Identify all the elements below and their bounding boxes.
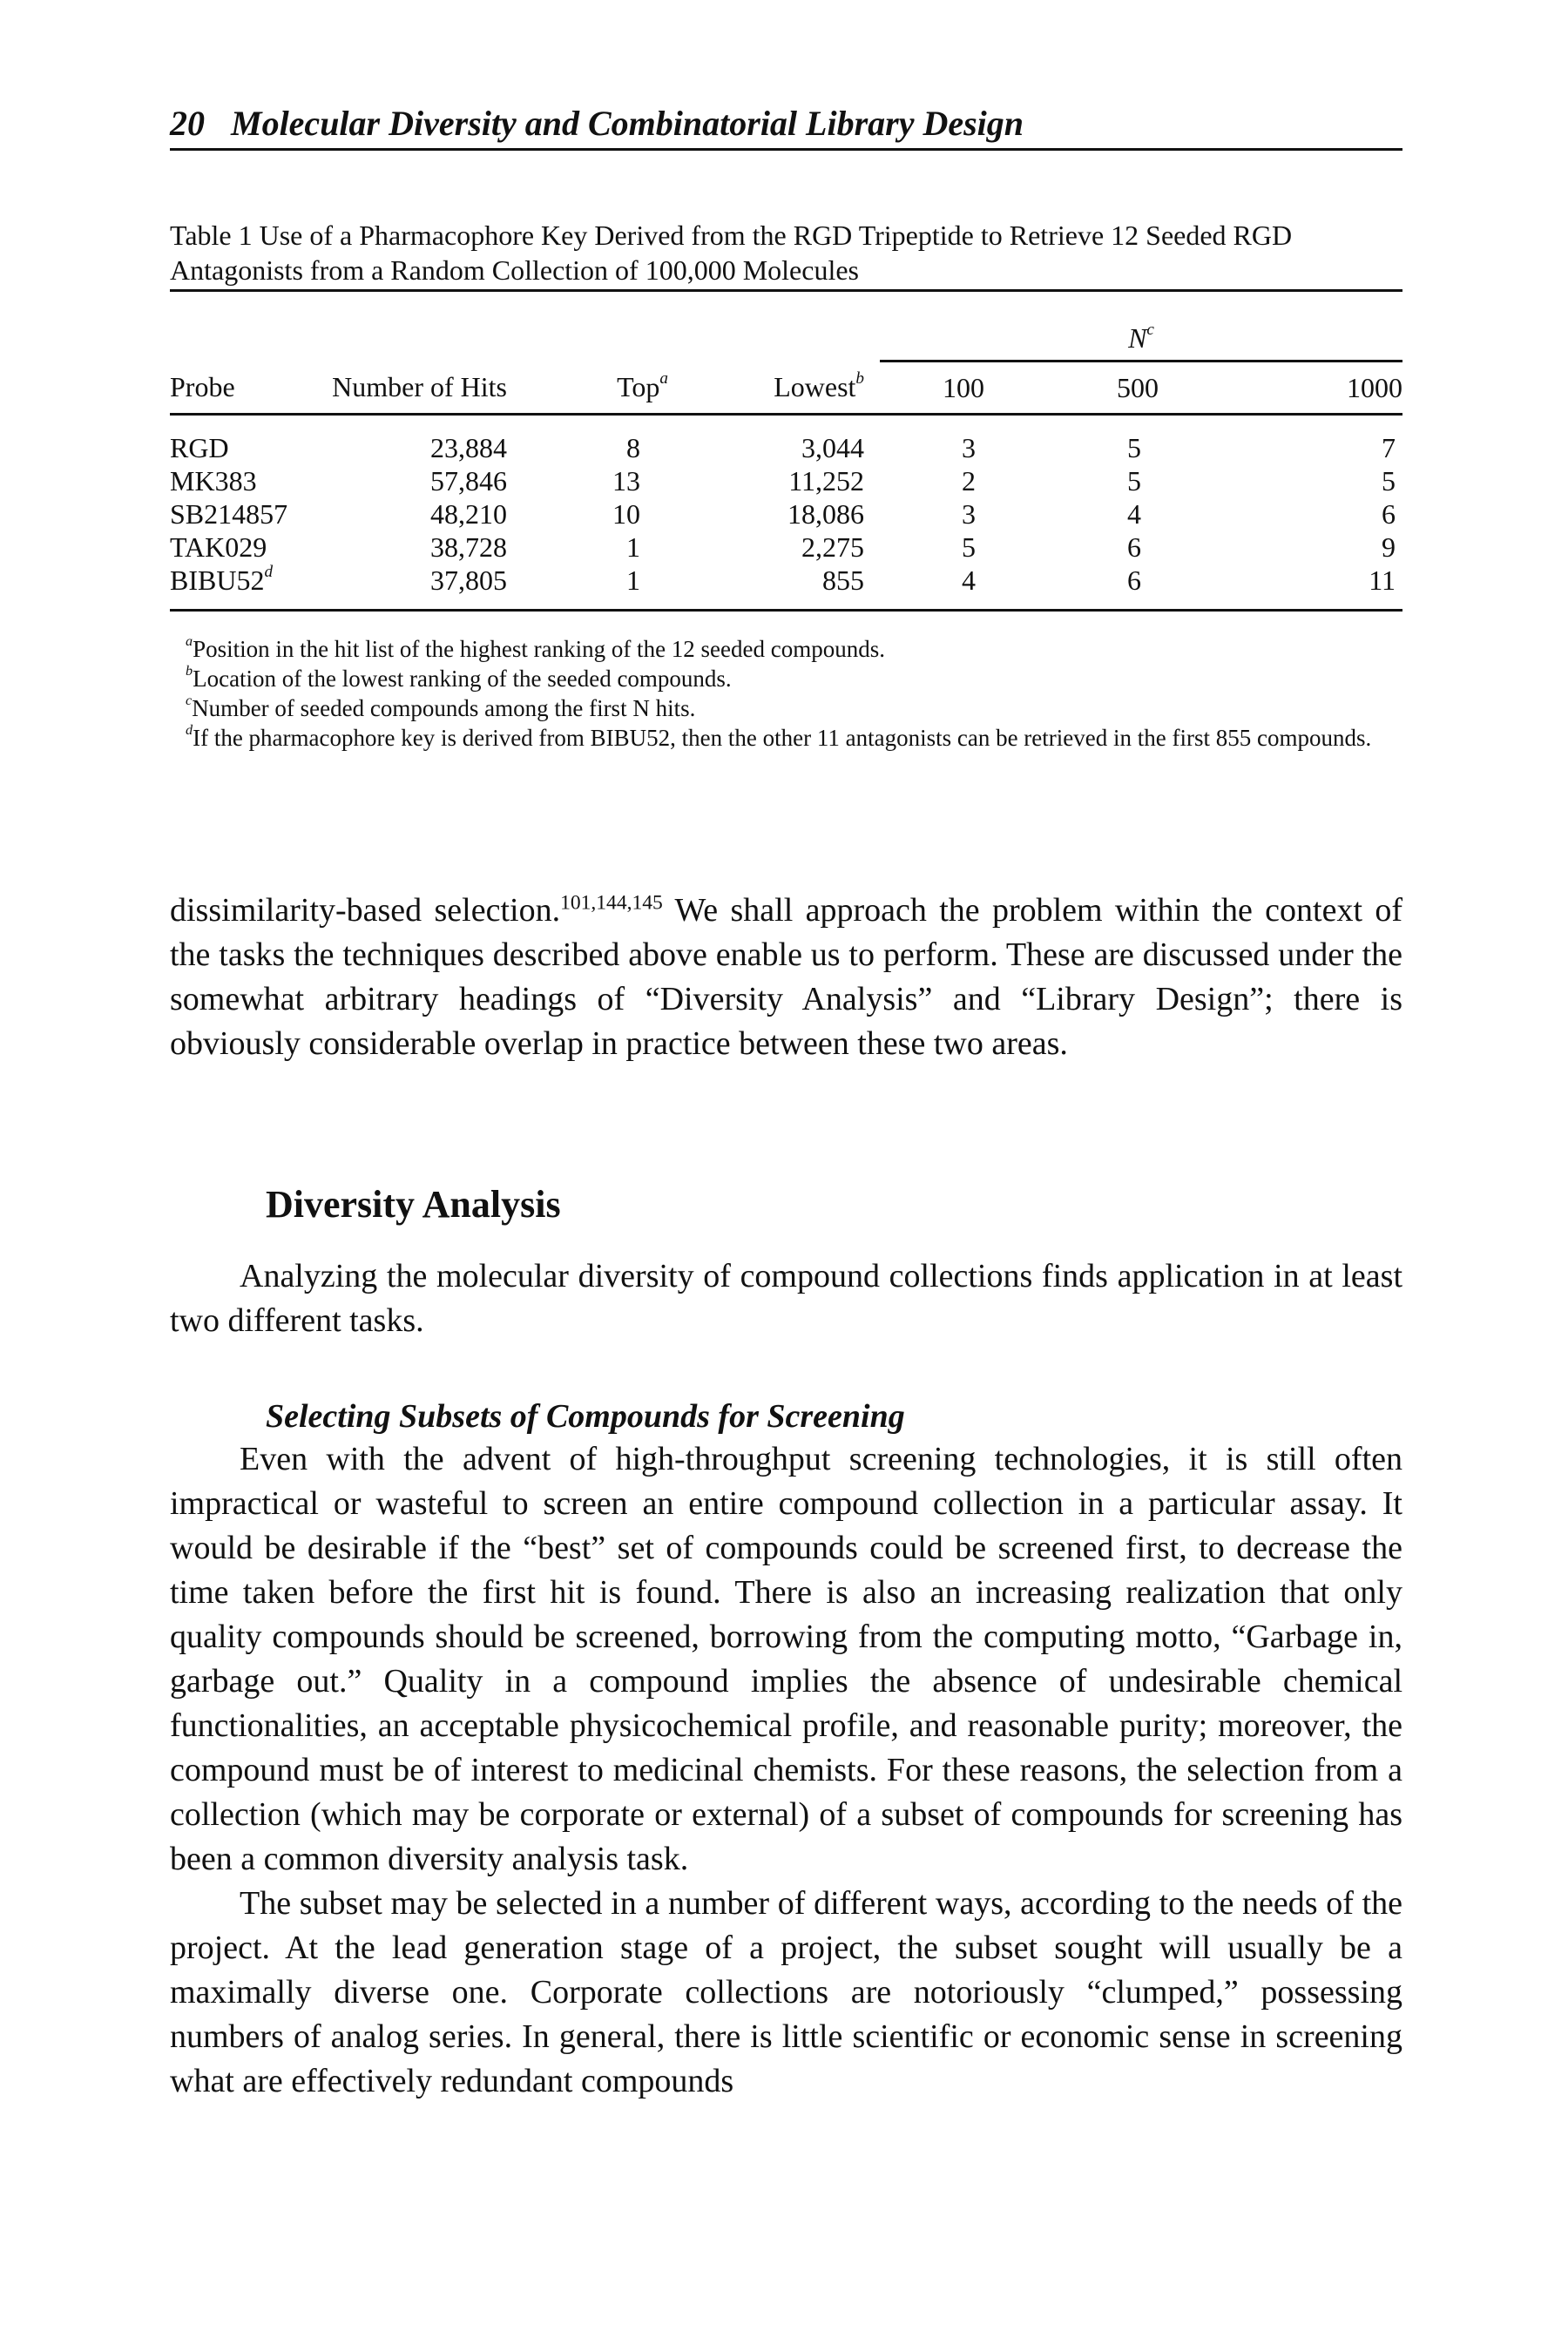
footnote-d: $^d$If the pharmacophore key is derived from BIBU52, then the other 11 antagonists can be retrieved in the first 855 compounds. <box>186 721 1372 751</box>
cell-lowest: 18,086 <box>787 498 864 530</box>
cell-n100: 4 <box>962 564 976 596</box>
paragraph-quality: Even with the advent of high-throughput screening technologies, it is still often impractical or wasteful to screen an entire compound collection in a particular assay. It would be desirable if the “best” set of compounds could be screened first, to decrease the time taken before the first hit is found. There is also an increasing realization that only quality compounds should be screened, borrowing from the computing motto, “Garbage in, garbage out.” Quality in a compound implies the absence of undesirable chemical functionalities, an acceptable physicochemical profile, and reasonable purity; moreover, the compound must be of interest to medicinal chemists. For these reasons, the selection from a collection (which may be corporate or external) of a subset of compounds for screening has been a common diversity analysis task. <box>170 1441 1402 1877</box>
running-title: Molecular Diversity and Combinatorial Library Design <box>231 104 1024 143</box>
cell-n1000: 9 <box>1382 531 1396 563</box>
table-row <box>170 564 1402 597</box>
cell-probe: SB214857 <box>170 498 288 530</box>
cell-n100: 2 <box>962 465 976 497</box>
cell-hits: 23,884 <box>430 432 507 463</box>
col-header-500: 500 <box>1117 372 1159 403</box>
cell-lowest: 855 <box>822 564 864 596</box>
header-rule <box>170 148 1402 151</box>
table-row <box>170 431 1402 464</box>
col-header-100: 100 <box>943 372 984 403</box>
cell-n100: 5 <box>962 531 976 563</box>
cell-n100: 3 <box>962 498 976 530</box>
cell-n500: 5 <box>1127 432 1141 463</box>
cell-probe: TAK029 <box>170 531 267 563</box>
cell-probe: BIBU52$^d$ <box>170 562 274 596</box>
col-header-probe: Probe <box>170 371 235 403</box>
cell-hits: 48,210 <box>430 498 507 530</box>
cell-n100: 3 <box>962 432 976 463</box>
table-row <box>170 497 1402 531</box>
table-bottom-rule <box>170 597 1402 611</box>
col-header-lowest: Lowest$^b$ <box>774 368 864 403</box>
running-head <box>170 103 1402 145</box>
cell-n500: 6 <box>1127 564 1141 596</box>
cell-hits: 37,805 <box>430 564 507 596</box>
paragraph-subset-selection: The subset may be selected in a number of different ways, according to the needs of the project. At the lead generation stage of a project, the subset sought will usually be a maximally diverse one. Corporate collections are notoriously “clumped,” possessing numbers of analog series. In general, there is little scientific or economic sense in screening what are effectively redundant compounds <box>170 1885 1402 2099</box>
table-row <box>170 531 1402 564</box>
cell-top: 1 <box>626 564 640 596</box>
page-number: 20 <box>170 104 205 143</box>
cell-top: 10 <box>612 498 640 530</box>
table-footnotes <box>170 634 1402 753</box>
cell-lowest: 3,044 <box>801 432 864 463</box>
col-header-1000: 1000 <box>1347 372 1402 403</box>
cell-lowest: 2,275 <box>801 531 864 563</box>
subsection-heading: Selecting Subsets of Compounds for Screening <box>266 1398 905 1435</box>
column-header-row <box>170 362 1402 415</box>
citation-reference: 101,144,145 <box>560 891 663 915</box>
section-heading: Diversity Analysis <box>266 1183 561 1226</box>
cell-hits: 57,846 <box>430 465 507 497</box>
cell-top: 1 <box>626 531 640 563</box>
footnote-b: $^b$Location of the lowest ranking of the seeded compounds. <box>186 662 732 692</box>
cell-n500: 6 <box>1127 531 1141 563</box>
cell-top: 13 <box>612 465 640 497</box>
cell-n500: 5 <box>1127 465 1141 497</box>
results-table <box>170 289 1402 612</box>
group-header-n: $N^c$ <box>880 292 1402 362</box>
col-header-top: Top$^a$ <box>617 368 668 403</box>
cell-n1000: 11 <box>1369 564 1396 596</box>
paragraph-intro: dissimilarity-based selection.$^{101,144,145}$ We shall approach the problem within the context of the tasks the techniques described above enable us to perform. These are discussed under the somewhat arbitrary headings of “Diversity Analysis” and “Library Design”; there is obviously considerable overlap in practice between these two areas. <box>170 891 1402 1062</box>
cell-probe: MK383 <box>170 465 257 497</box>
cell-top: 8 <box>626 432 640 463</box>
footnote-c: $^c$Number of seeded compounds among the first N hits. <box>186 692 696 721</box>
cell-probe: RGD <box>170 432 229 463</box>
cell-hits: 38,728 <box>430 531 507 563</box>
table-caption: Table 1 Use of a Pharmacophore Key Derived from the RGD Tripeptide to Retrieve 12 Seeded RGD Antagonists from a Random Collection of 100,000 Molecules <box>170 220 1293 286</box>
col-header-hits: Number of Hits <box>332 371 507 403</box>
cell-n1000: 7 <box>1382 432 1396 463</box>
cell-n1000: 5 <box>1382 465 1396 497</box>
table-row <box>170 464 1402 497</box>
paragraph-diversity-analysis: Analyzing the molecular diversity of compound collections finds application in at least two different tasks. <box>170 1258 1402 1339</box>
cell-lowest: 11,252 <box>788 465 864 497</box>
paragraph-selecting-subsets <box>170 1437 1402 2104</box>
footnote-a: $^a$Position in the hit list of the highest ranking of the 12 seeded compounds. <box>186 632 885 662</box>
cell-n500: 4 <box>1127 498 1141 530</box>
cell-n1000: 6 <box>1382 498 1396 530</box>
